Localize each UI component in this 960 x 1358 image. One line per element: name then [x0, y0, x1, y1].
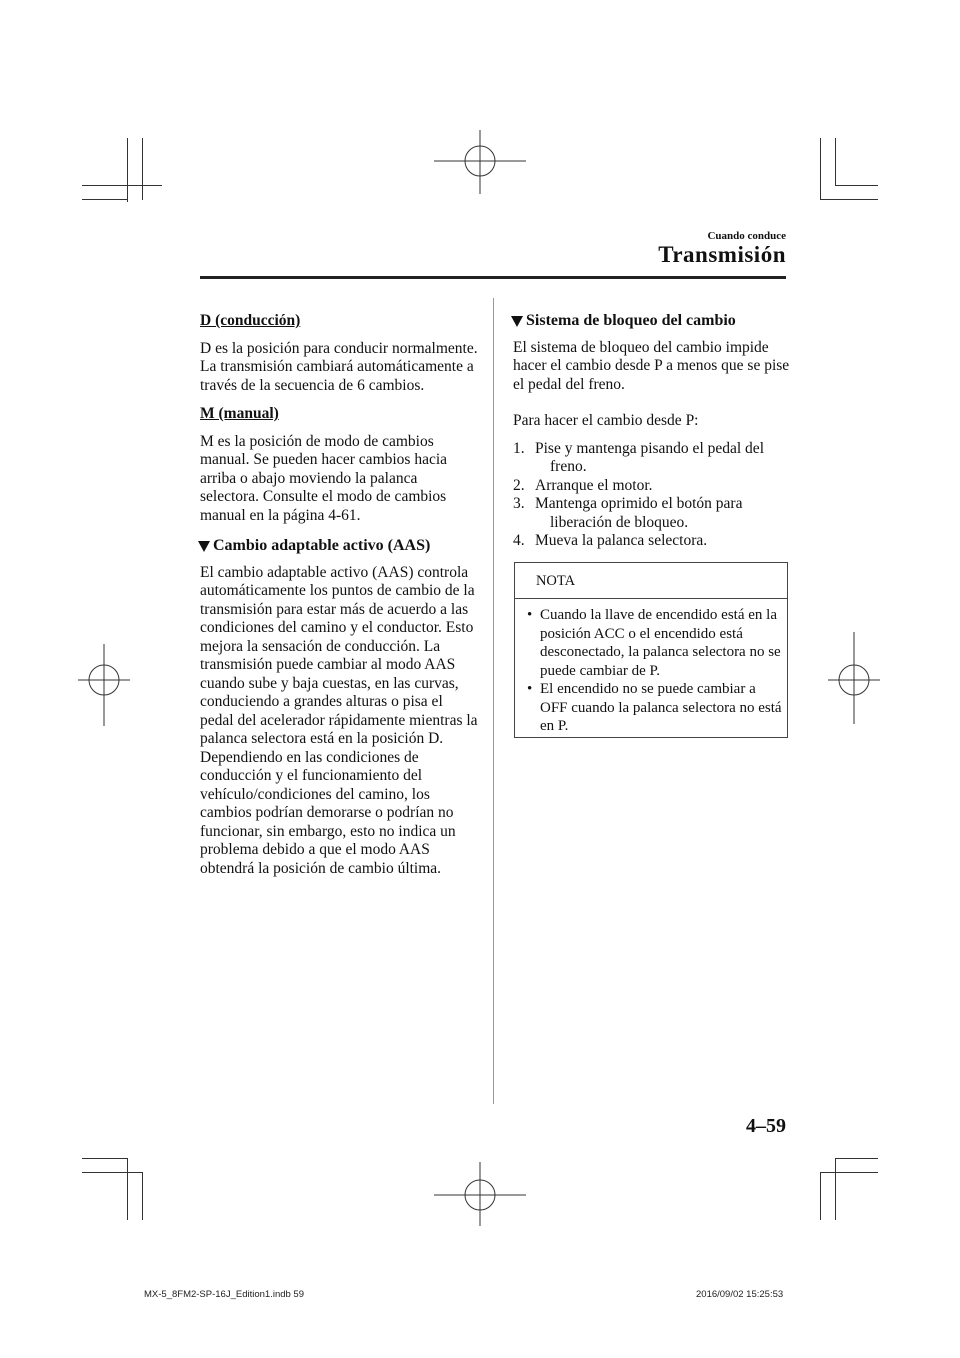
note-box [514, 562, 788, 738]
list-item: 2. Arranque el motor. [513, 476, 653, 494]
registration-target-right [828, 632, 880, 724]
m-position-text: M es la posición de modo de cambios manual. Se pueden hacer cambios hacia arriba o abajo moviendo la palanca selectora. Consulte el modo de cambios manual en la página 4-61. [200, 432, 448, 524]
aas-heading-text: Cambio adaptable activo (AAS) [213, 537, 431, 554]
d-position-heading: D (conducción) [200, 312, 301, 329]
aas-section-heading [198, 537, 480, 556]
note-list [525, 606, 783, 736]
left-column [200, 312, 480, 886]
shift-lock-heading-text: Sistema de bloqueo del cambio [526, 312, 736, 329]
steps-intro: Para hacer el cambio desde P: [513, 412, 699, 429]
list-item: 1. Pise y mantenga pisando el pedal del freno. [513, 439, 764, 475]
d-position-text: D es la posición para conducir normalmente. La transmisión cambiará automáticamente a través de la secuencia de 6 cambios. [200, 339, 478, 394]
header-section-label: Cuando conduce [707, 230, 786, 242]
shift-lock-text: El sistema de bloqueo del cambio impide hacer el cambio desde P a menos que se pise el pedal del freno. [513, 338, 790, 393]
header-rule [200, 276, 786, 279]
down-triangle-icon [198, 541, 210, 552]
down-triangle-icon [511, 316, 523, 327]
shift-lock-section-heading [511, 312, 793, 331]
list-item: 3. Mantenga oprimido el botón para liberación de bloqueo. [513, 495, 743, 531]
bullet-icon: • [527, 681, 533, 697]
bullet-icon: • [527, 607, 533, 623]
steps-list [513, 440, 793, 551]
list-item: 4. Mueva la palanca selectora. [513, 532, 708, 549]
list-item: • El encendido no se puede cambiar a OFF cuando la palanca selectora no está en P. [527, 681, 782, 734]
m-position-heading: M (manual) [200, 405, 279, 422]
right-column [513, 312, 793, 551]
registration-target-left [78, 644, 130, 726]
list-item: • Cuando la llave de encendido está en la posición ACC o el encendido está desconectado, la palanca selectora no se puede cambiar de P. [527, 607, 781, 679]
registration-target-top [434, 130, 526, 194]
registration-target-bottom [434, 1162, 526, 1226]
footer-file-name: MX-5_8FM2-SP-16J_Edition1.indb 59 [144, 1289, 305, 1300]
note-divider [515, 598, 787, 599]
aas-text: El cambio adaptable activo (AAS) controla automáticamente los puntos de cambio de la transmisión para estar más de acuerdo a las condiciones del camino y el conductor. Esto mejora la sensación de conducción. La transmisión puede cambiar al modo AAS cuando sube y baja cuestas, en las curvas, conduciendo a grandes alturas o pisa el pedal del acelerador rápidamente mientras la palanca selectora está en la posición D. Dependiendo en las condiciones de conducción y el funcionamiento del vehículo/condiciones del camino, los cambios podrían demorarse o podrían no funcionar, sin embargo, esto no indica un problema debido a que el modo AAS obtendrá la posición de cambio última. [200, 563, 478, 877]
footer-timestamp: 2016/09/02 15:25:53 [696, 1289, 784, 1300]
column-divider [493, 298, 494, 1104]
page-title: Transmisión [658, 242, 786, 267]
note-title: NOTA [535, 573, 576, 589]
page-number: 4–59 [746, 1115, 786, 1137]
